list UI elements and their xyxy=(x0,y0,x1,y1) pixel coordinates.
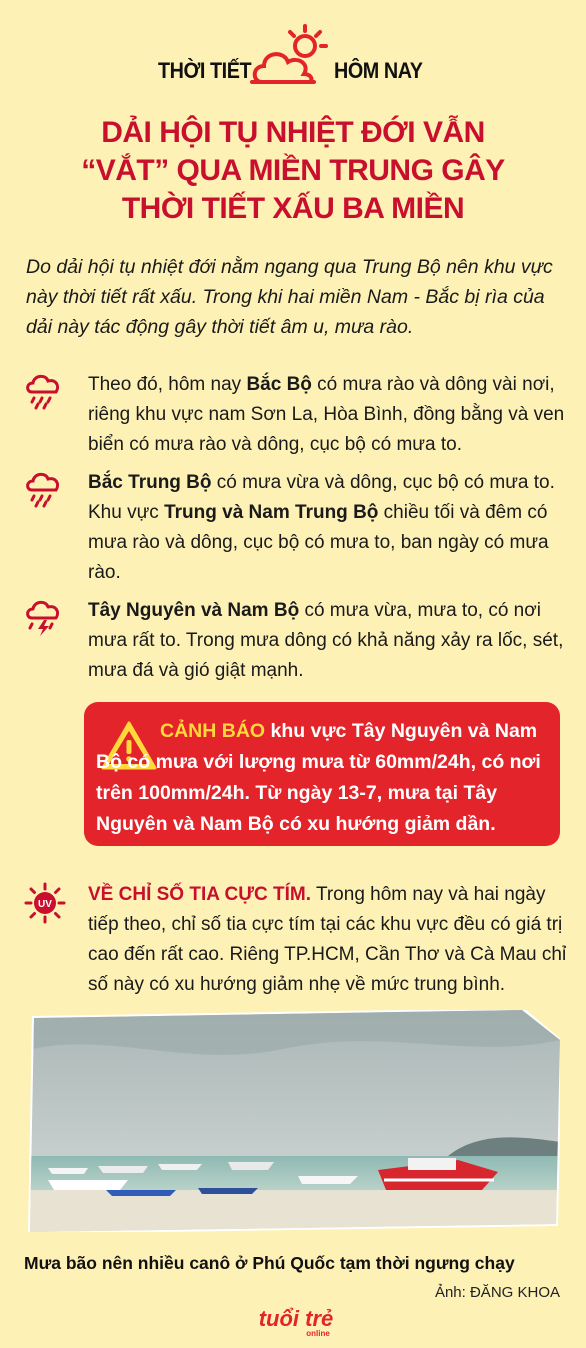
cloud-sun-icon xyxy=(248,22,338,92)
lead-paragraph: Do dải hội tụ nhiệt đới nằm ngang qua Trung Bộ nên khu vực này thời tiết rất xấu. Trong khi hai miền Nam - Bắc bị rìa của dải này tác động gây thời tiết âm u, mưa rào. xyxy=(26,256,553,338)
section-header xyxy=(0,22,586,92)
beach-boats-photo xyxy=(28,1010,560,1232)
warning-text: CẢNH BÁO khu vực Tây Nguyên và Nam Bộ có mưa với lượng mưa từ 60mm/24h, có nơi trên 100mm/24h. Từ ngày 13-7, mưa tại Tây Nguyên và Nam Bộ có xu hướng giảm dần. xyxy=(96,720,541,835)
uv-sun-icon xyxy=(24,882,66,924)
rain-cloud-icon xyxy=(24,468,62,508)
header-right-label: HÔM NAY xyxy=(334,58,423,83)
uv-text: VỀ CHỈ SỐ TIA CỰC TÍM. Trong hôm nay và hai ngày tiếp theo, chỉ số tia cực tím tại các khu vực đều có giá trị cao đến rất cao. Riêng TP.HCM, Cần Thơ và Cà Mau chỉ số này có xu hướng giảm nhẹ về mức trung bình. xyxy=(88,884,567,995)
photo-credit: Ảnh: ĐĂNG KHOA xyxy=(434,1284,560,1301)
forecast-text: Bắc Trung Bộ có mưa vừa và dông, cục bộ có mưa to. Khu vực Trung và Nam Trung Bộ chiều tối và đêm có mưa rào và dông, cục bộ có mưa to, ban ngày có mưa rào. xyxy=(88,472,555,583)
photo-caption: Mưa bão nên nhiều canô ở Phú Quốc tạm thời ngưng chạy xyxy=(24,1253,515,1273)
tuoi-tre-logo xyxy=(246,1300,346,1340)
forecast-text: Theo đó, hôm nay Bắc Bộ có mưa rào và dông vài nơi, riêng khu vực nam Sơn La, Hòa Bình, đồng bằng và ven biển có mưa rào và dông, cục bộ có mưa to. xyxy=(88,374,565,455)
rain-cloud-icon xyxy=(24,370,62,410)
page-title xyxy=(40,114,546,228)
svg-text:tuổi trẻ: tuổi trẻ xyxy=(258,1306,334,1331)
title-line-1: DẢI HỘI TỤ NHIỆT ĐỚI VẪN xyxy=(101,116,485,149)
header-left-label: THỜI TIẾT xyxy=(158,58,252,83)
svg-text:UV: UV xyxy=(38,899,52,910)
title-line-2: “VẮT” QUA MIỀN TRUNG GÂY xyxy=(81,154,505,187)
thunderstorm-icon xyxy=(24,596,62,636)
svg-text:online: online xyxy=(306,1329,330,1338)
warning-box xyxy=(84,702,560,846)
forecast-text: Tây Nguyên và Nam Bộ có mưa vừa, mưa to, có nơi mưa rất to. Trong mưa dông có khả năng xảy ra lốc, sét, mưa đá và gió giật mạnh. xyxy=(88,600,564,681)
title-line-3: THỜI TIẾT XẤU BA MIỀN xyxy=(121,192,465,225)
